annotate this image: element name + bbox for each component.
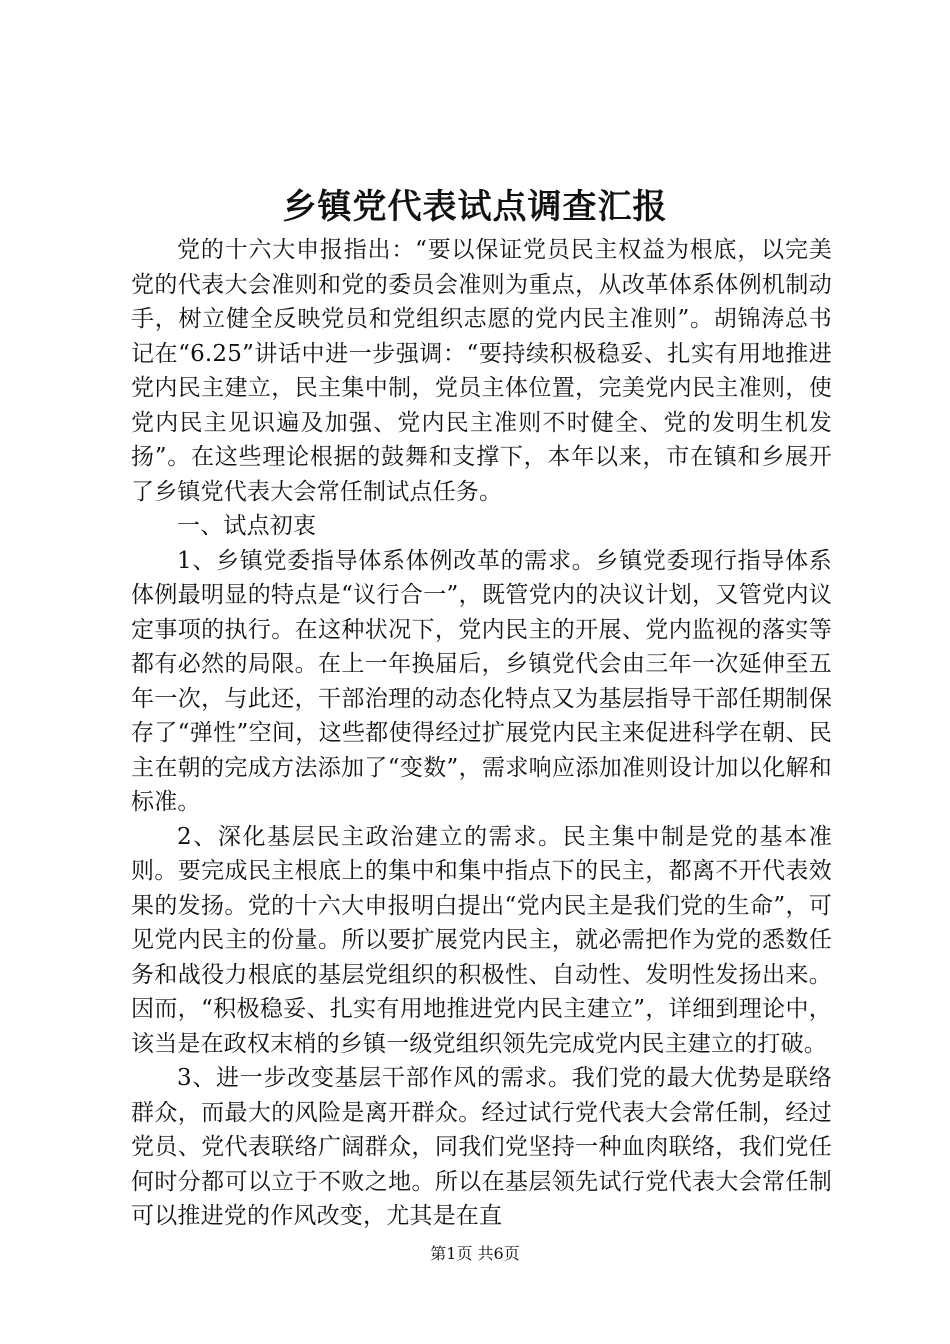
- paragraph-intro: 党的十六大申报指出：“要以保证党员民主权益为根底，以完美党的代表大会准则和党的委员会准则为重点，从改革体系体例机制动手，树立健全反映党员和党组织志愿的党内民主准则”。胡锦涛总书记在“6.25”讲话中进一步强调：“要持续积极稳妥、扎实有用地推进党内民主建立，民主集中制，党员主体位置，完美党内民主准则，使党内民主见识遍及加强、党内民主准则不时健全、党的发明生机发扬”。在这些理论根据的鼓舞和支撑下，本年以来，市在镇和乡展开了乡镇党代表大会常任制试点任务。: [131, 237, 832, 505]
- page-number: 第1页 共6页: [430, 1244, 520, 1263]
- paragraph-point-2: 2、深化基层民主政治建立的需求。民主集中制是党的基本准则。要完成民主根底上的集中和集中指点下的民主，都离不开代表效果的发扬。党的十六大申报明白提出“党内民主是我们党的生命”，可见党内民主的份量。所以要扩展党内民主，就必需把作为党的悉数任务和战役力根底的基层党组织的积极性、自动性、发明性发扬出来。因而，“积极稳妥、扎实有用地推进党内民主建立”，详细到理论中，该当是在政权末梢的乡镇一级党组织领先完成党内民主建立的打破。: [131, 823, 832, 1057]
- document-title: 乡镇党代表试点调查汇报: [282, 187, 668, 227]
- section-heading-1: 一、试点初衷: [177, 513, 317, 539]
- document-body: [131, 233, 832, 1234]
- paragraph-point-1: 1、乡镇党委指导体系体例改革的需求。乡镇党委现行指导体系体例最明显的特点是“议行合一”，既管党内的决议计划，又管党内议定事项的执行。在这种状况下，党内民主的开展、党内监视的落实等都有必然的局限。在上一年换届后，乡镇党代会由三年一次延伸至五年一次，与此还，干部治理的动态化特点又为基层指导干部任期制保存了“弹性”空间，这些都使得经过扩展党内民主来促进科学在朝、民主在朝的完成方法添加了“变数”，需求响应添加准则设计加以化解和标准。: [131, 547, 832, 815]
- paragraph-point-3: 3、进一步改变基层干部作风的需求。我们党的最大优势是联络群众，而最大的风险是离开群众。经过试行党代表大会常任制，经过党员、党代表联络广阔群众，同我们党坚持一种血肉联络，我们党任何时分都可以立于不败之地。所以在基层领先试行党代表大会常任制可以推进党的作风改变，尤其是在直: [131, 1065, 832, 1229]
